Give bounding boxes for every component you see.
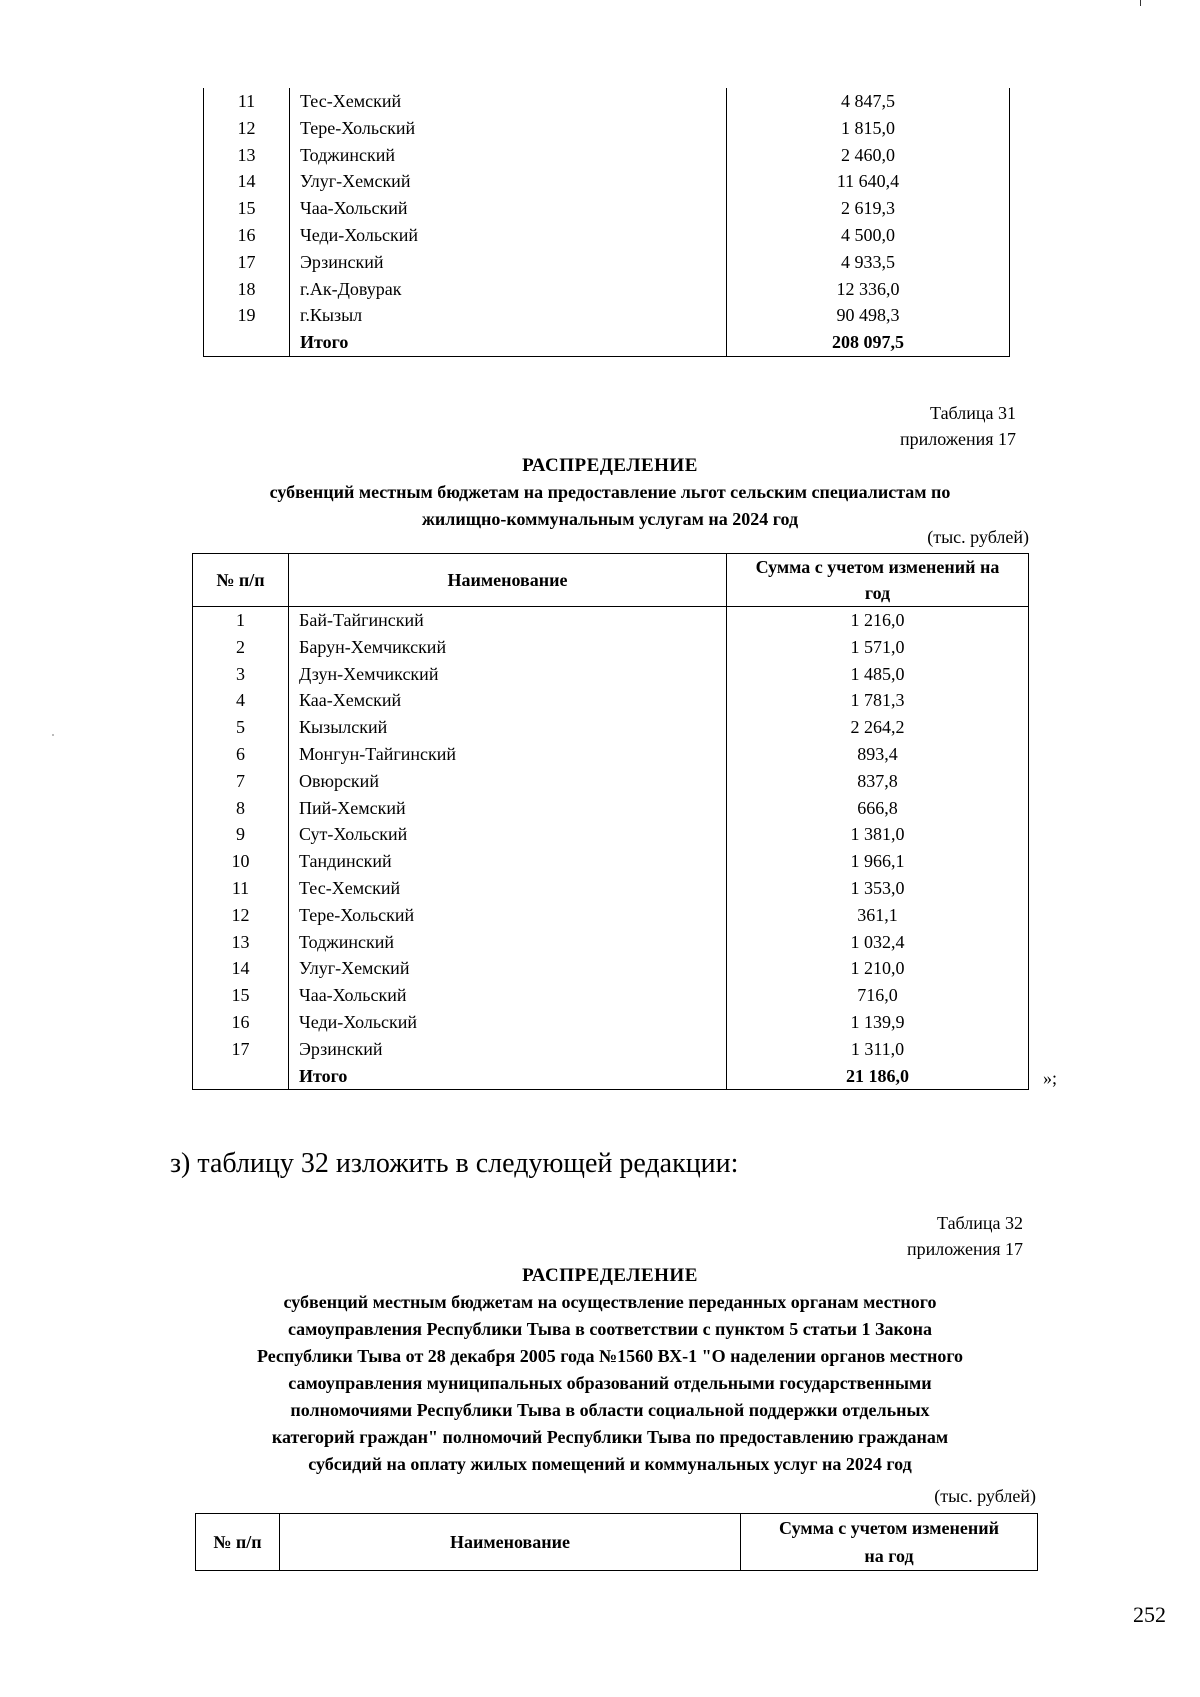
continuation-row-value: 4 500,0 — [841, 224, 895, 245]
table31-row — [193, 687, 1029, 714]
continuation-table-body — [204, 88, 1010, 329]
table32-heading — [150, 1262, 1070, 1478]
continuation-row-num: 15 — [204, 195, 290, 222]
table31-row-num: 1 — [193, 607, 289, 634]
table31-row-name: Барун-Хемчикский — [289, 634, 727, 661]
table31-row-value: 1 485,0 — [850, 663, 905, 684]
table31-row-value: 1 781,3 — [850, 690, 905, 711]
table31-row-name: Сут-Хольский — [289, 821, 727, 848]
table31-row-name: Улуг-Хемский — [289, 955, 727, 982]
continuation-row-num: 18 — [204, 276, 290, 303]
continuation-row-num: 14 — [204, 168, 290, 195]
table31-row-num: 4 — [193, 687, 289, 714]
scan-corner-mark — [1140, 0, 1141, 6]
table31-row-value: 1 216,0 — [850, 610, 905, 630]
table31-row-value: 1 966,1 — [850, 851, 905, 872]
table31-units: (тыс. рублей) — [927, 527, 1029, 547]
table31-row-num: 10 — [193, 848, 289, 875]
table31-label: Таблица 31 — [930, 403, 1016, 423]
table32-appendix: приложения 17 — [906, 1239, 1023, 1259]
continuation-row — [204, 222, 1010, 249]
continuation-row-num: 13 — [204, 142, 290, 169]
table31-row-value: 837,8 — [857, 770, 898, 791]
table31-row-num: 8 — [193, 795, 289, 822]
table32-units: (тыс. рублей) — [934, 1486, 1036, 1506]
table31-row-value: 893,4 — [857, 743, 898, 764]
table31-row-name: Пий-Хемский — [289, 795, 727, 822]
continuation-row — [204, 115, 1010, 142]
table32 — [195, 1513, 1038, 1571]
continuation-row-num: 11 — [204, 88, 290, 115]
table31-row-value: 1 353,0 — [850, 877, 905, 898]
total-label: Итого — [290, 329, 727, 356]
table31-row-num: 17 — [193, 1036, 289, 1063]
table31-row-value: 716,0 — [857, 985, 898, 1006]
continuation-row-name: г.Ак-Довурак — [290, 276, 727, 303]
table31-row-name: Дзун-Хемчикский — [289, 661, 727, 688]
table31-row-num: 13 — [193, 929, 289, 956]
continuation-row — [204, 195, 1010, 222]
table32-subtitle-line: самоуправления Республики Тыва в соответствии с пунктом 5 статьи 1 Закона — [287, 1319, 933, 1339]
continuation-row — [204, 142, 1010, 169]
table31-row — [193, 848, 1029, 875]
continuation-row-value: 11 640,4 — [836, 171, 900, 192]
table31-subtitle-line1: субвенций местным бюджетам на предоставление льгот сельским специалистам по — [269, 482, 951, 502]
table31-row-name: Тандинский — [289, 848, 727, 875]
table32-header-sum — [741, 1514, 1038, 1571]
table32-label: Таблица 32 — [937, 1213, 1023, 1233]
table31-row — [193, 607, 1029, 634]
table31-row-name: Бай-Тайгинский — [289, 607, 727, 634]
scan-speck — [52, 734, 54, 736]
continuation-row-name: Чаа-Хольский — [290, 195, 727, 222]
continuation-row — [204, 88, 1010, 115]
continuation-row — [204, 168, 1010, 195]
table31-row-name: Тес-Хемский — [289, 875, 727, 902]
total-num-cell — [204, 329, 290, 356]
table31-row-name: Чаа-Хольский — [289, 982, 727, 1009]
continuation-row-value: 4 933,5 — [841, 251, 895, 272]
table32-title: РАСПРЕДЕЛЕНИЕ — [522, 1265, 698, 1286]
table31-row — [193, 1036, 1029, 1063]
continuation-row-num: 17 — [204, 249, 290, 276]
table32-header-sum-line1: Сумма с учетом изменений — [779, 1518, 999, 1538]
table31-row — [193, 1009, 1029, 1036]
table31-row — [193, 741, 1029, 768]
table32-header-sum-line2: на год — [864, 1546, 914, 1566]
page-number: 252 — [1133, 1602, 1166, 1627]
continuation-row-value: 2 619,3 — [841, 198, 895, 219]
continuation-row-value: 90 498,3 — [836, 305, 900, 326]
continuation-total-row — [204, 329, 1010, 356]
continuation-row-name: Чеди-Хольский — [290, 222, 727, 249]
continuation-table — [203, 88, 1010, 357]
table31-total-row — [193, 1063, 1029, 1090]
table31-row-num: 9 — [193, 821, 289, 848]
table31-total-label: Итого — [289, 1063, 727, 1090]
table31-row-num: 3 — [193, 661, 289, 688]
table31-row — [193, 821, 1029, 848]
table31-row — [193, 768, 1029, 795]
table31-row — [193, 634, 1029, 661]
continuation-row — [204, 302, 1010, 329]
table31-row-num: 2 — [193, 634, 289, 661]
continuation-row-name: г.Кызыл — [290, 302, 727, 329]
table31-row-value: 1 139,9 — [850, 1011, 905, 1032]
table32-subtitle-line: полномочиями Республики Тыва в области социальной поддержки отдельных — [290, 1400, 930, 1420]
continuation-row-value: 4 847,5 — [841, 91, 895, 111]
continuation-row-name: Тоджинский — [290, 142, 727, 169]
table31-row — [193, 875, 1029, 902]
table31-row-num: 5 — [193, 714, 289, 741]
continuation-row-num: 16 — [204, 222, 290, 249]
table31-total-value: 21 186,0 — [846, 1065, 909, 1086]
table31-body — [193, 607, 1029, 1063]
table31-row — [193, 795, 1029, 822]
table31-row-name: Овюрский — [289, 768, 727, 795]
table31-row-num: 15 — [193, 982, 289, 1009]
table31-caption — [900, 400, 1016, 452]
table31-row — [193, 902, 1029, 929]
table31-header-num: № п/п — [193, 554, 289, 607]
table31-header-sum-line1: Сумма с учетом изменений на — [755, 557, 1000, 577]
table31-row-num: 12 — [193, 902, 289, 929]
table31-row-value: 1 381,0 — [850, 824, 905, 845]
table31-row-num: 14 — [193, 955, 289, 982]
table31-row-value: 2 264,2 — [850, 717, 905, 738]
table31 — [192, 553, 1029, 1090]
continuation-row-name: Тес-Хемский — [290, 88, 727, 115]
table32-subtitle-line: самоуправления муниципальных образований отдельными государственными — [288, 1373, 932, 1393]
table31-row-num: 7 — [193, 768, 289, 795]
table31-row — [193, 929, 1029, 956]
table31-row-name: Монгун-Тайгинский — [289, 741, 727, 768]
table31-heading — [150, 452, 1070, 533]
table31-appendix: приложения 17 — [899, 429, 1016, 449]
table31-row — [193, 661, 1029, 688]
table31-row-value: 1 032,4 — [850, 931, 905, 952]
total-value: 208 097,5 — [832, 332, 904, 353]
table31-header-sum — [727, 554, 1029, 607]
table31-row-value: 666,8 — [857, 797, 898, 818]
table31-row — [193, 982, 1029, 1009]
table32-subtitle-line: категорий граждан" полномочий Республики Тыва по предоставлению гражданам — [271, 1427, 949, 1447]
table31-row-num: 6 — [193, 741, 289, 768]
closing-quote-mark: »; — [1043, 1068, 1058, 1088]
instruction-text: з) таблицу 32 изложить в следующей редакции: — [170, 1148, 739, 1179]
continuation-row-value: 1 815,0 — [841, 117, 895, 138]
table32-subtitle — [150, 1289, 1070, 1478]
table31-total-num-cell — [193, 1063, 289, 1090]
table31-row-num: 11 — [193, 875, 289, 902]
table31-row-name: Кызылский — [289, 714, 727, 741]
table32-header-num: № п/п — [196, 1514, 280, 1571]
table31-header-row — [193, 554, 1029, 607]
continuation-row-num: 12 — [204, 115, 290, 142]
continuation-row — [204, 249, 1010, 276]
continuation-row — [204, 276, 1010, 303]
continuation-row-value: 2 460,0 — [841, 144, 895, 165]
continuation-row-name: Эрзинский — [290, 249, 727, 276]
table32-header-name: Наименование — [280, 1514, 741, 1571]
continuation-row-name: Тере-Хольский — [290, 115, 727, 142]
table32-subtitle-line: субвенций местным бюджетам на осуществление переданных органам местного — [283, 1292, 937, 1312]
table31-header-sum-line2: год — [864, 583, 891, 603]
table31-row-value: 1 311,0 — [850, 1038, 905, 1059]
continuation-row-value: 12 336,0 — [836, 278, 900, 299]
table31-row — [193, 714, 1029, 741]
table31-row-name: Тоджинский — [289, 929, 727, 956]
table31-header-name: Наименование — [289, 554, 727, 607]
table31-row-name: Эрзинский — [289, 1036, 727, 1063]
table31-row-name: Тере-Хольский — [289, 902, 727, 929]
table32-header-row — [196, 1514, 1038, 1571]
continuation-row-name: Улуг-Хемский — [290, 168, 727, 195]
table31-row-value: 361,1 — [857, 904, 898, 925]
table32-caption — [907, 1210, 1023, 1262]
table31-row-num: 16 — [193, 1009, 289, 1036]
table32-subtitle-line: субсидий на оплату жилых помещений и коммунальных услуг на 2024 год — [308, 1454, 912, 1474]
table31-subtitle-line2: жилищно-коммунальным услугам на 2024 год — [421, 509, 799, 529]
continuation-row-num: 19 — [204, 302, 290, 329]
table31-row-value: 1 210,0 — [850, 958, 905, 979]
table31-row-value: 1 571,0 — [850, 636, 905, 657]
table31-row-name: Чеди-Хольский — [289, 1009, 727, 1036]
table31-row — [193, 955, 1029, 982]
table31-title: РАСПРЕДЕЛЕНИЕ — [522, 455, 698, 476]
table32-subtitle-line: Республики Тыва от 28 декабря 2005 года №1560 ВХ-1 "О наделении органов местного — [256, 1346, 964, 1366]
table31-row-name: Каа-Хемский — [289, 687, 727, 714]
